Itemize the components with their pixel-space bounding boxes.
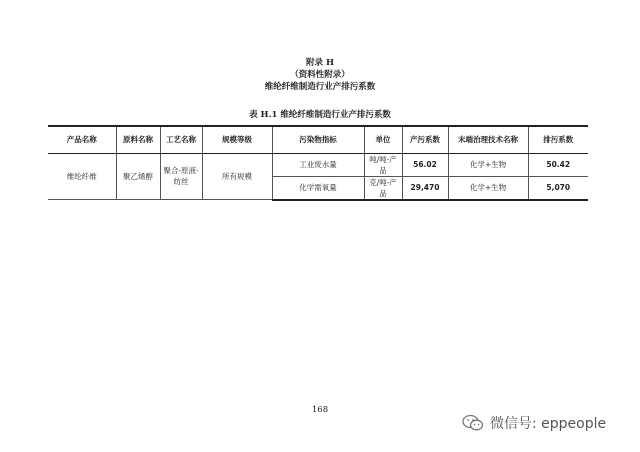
unit-cell: 吨/吨-产品 [364,153,402,176]
wechat-icon [462,414,484,432]
treatment-technology-cell: 化学+生物 [448,153,528,176]
material-name-cell: 聚乙烯醇 [116,153,160,200]
generation-coefficient-cell: 56.02 [402,153,448,176]
product-name-cell: 维纶纤维 [48,153,116,200]
appendix-label: 附录 H [306,58,334,68]
column-header: 产品名称 [48,126,116,153]
wechat-watermark [462,413,606,433]
column-header: 末端治理技术名称 [448,126,528,153]
column-header: 原料名称 [116,126,160,153]
treatment-technology-cell: 化学+生物 [448,176,528,200]
emission-coefficient-table [48,125,588,201]
watermark-text: 微信号: eppeople [490,416,607,432]
column-header: 污染物指标 [272,126,364,153]
generation-coefficient-cell: 29,470 [402,176,448,200]
table-caption: 表 H.1 维纶纤维制造行业产排污系数 [249,110,391,120]
pollutant-cell: 化学需氧量 [272,176,364,200]
process-name-cell: 聚合-原液-纺丝 [160,153,202,200]
scale-level-cell: 所有规模 [202,153,272,200]
discharge-coefficient-cell: 5,070 [528,176,588,200]
discharge-coefficient-cell: 50.42 [528,153,588,176]
column-header: 单位 [364,126,402,153]
column-header: 规模等级 [202,126,272,153]
pollutant-cell: 工业废水量 [272,153,364,176]
table-row [48,153,588,176]
page-number: 168 [311,405,329,415]
table-header-row [48,126,588,153]
unit-cell: 克/吨-产品 [364,176,402,200]
column-header: 排污系数 [528,126,588,153]
column-header: 产污系数 [402,126,448,153]
column-header: 工艺名称 [160,126,202,153]
appendix-nature: （资料性附录） [290,70,350,80]
document-title: 维纶纤维制造行业产排污系数 [264,82,376,92]
